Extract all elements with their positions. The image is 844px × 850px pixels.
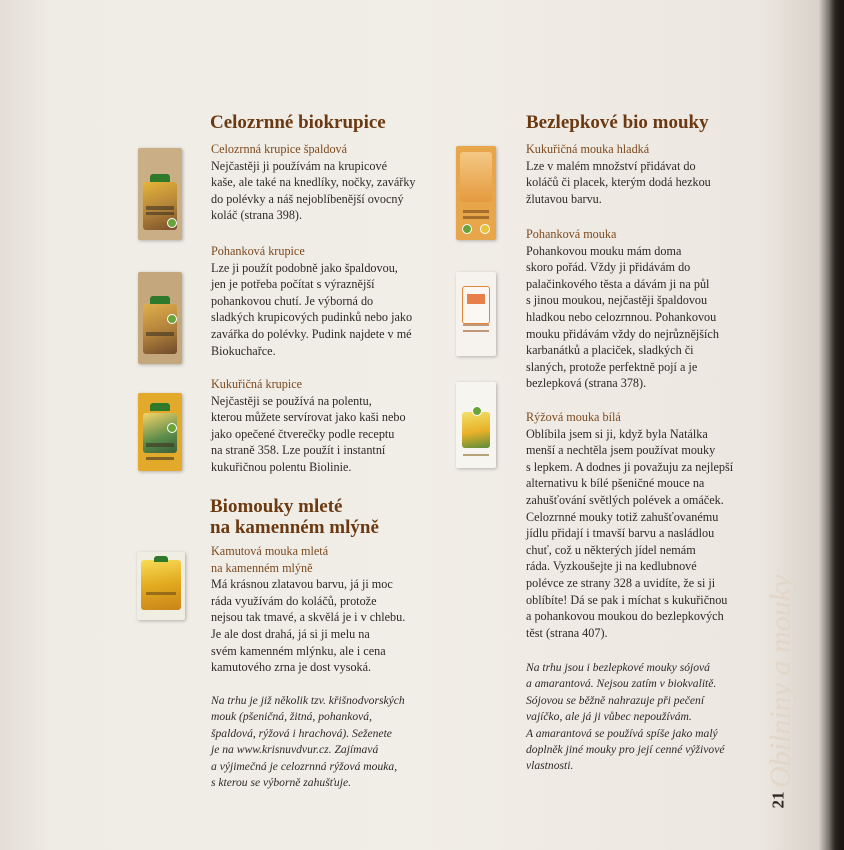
entry-line: jen je potřeba počítat s výraznější [211,277,375,292]
entry-title: Kukuřičná krupice [211,377,303,391]
entry-spelt-semolina [211,141,426,224]
entry-line: mouku přidávám vždy do nejrůznějších [526,326,719,341]
book-spine-shadow [830,0,844,850]
entry-line: kamutového zrna je dost vysoká. [211,660,372,675]
entry-line: Nejčastěji ji používám na krupicové [211,158,387,173]
package-corn-flour-image [456,146,496,240]
entry-line: sladkých krupicových pudinků nebo jako [211,310,413,325]
entry-line: Lze v malém množství přidávat do [526,158,696,173]
entry-line: kaše, ale také na knedlíky, nočky, zavářky [211,175,416,190]
entry-line: kterou můžete servírovat jako kaši nebo [211,410,406,425]
entry-line: na straně 358. Lze použít i instantní [211,443,386,458]
entry-line: oblíbíte! Dá se pak i míchat s kukuřičnou [526,592,728,607]
chapter-side-caption [750,574,810,790]
entry-line: zahušťování světlých polévek a omáček. [526,492,724,507]
note-line: a výjimečná je celozrnná rýžová mouka, [211,759,398,773]
entry-buckwheat-semolina [211,243,426,359]
page-number: 21 [768,791,788,809]
entry-corn-flour [526,141,741,207]
note-line: Na trhu je již několik tzv. křišnodvorských [211,694,405,707]
entry-kamut-flour [211,543,436,676]
entry-line: ráda. Vyzkoušejte ji na kedlubnové [526,559,697,574]
entry-buckwheat-flour [526,226,741,392]
entry-title: Pohanková krupice [211,244,305,258]
entry-line: pohankovou chutí. Je výborná do [211,293,374,308]
note-line: vlastnosti. [526,759,574,773]
entry-title: Pohanková mouka [526,227,617,241]
entry-line: menší a nechtěla jsem používat mouky [526,443,716,458]
entry-line: palačinkového těsta a dávám ji na půl [526,276,710,291]
entry-title: na kamenném mlýně [211,560,313,575]
entry-line: s lepkem. A dodnes ji považuju za nejlepší [526,459,734,474]
entry-line: a pohankovou moukou do bezlepkových [526,609,724,624]
entry-title: Rýžová mouka bílá [526,410,621,424]
entry-line: Biokuchařce. [211,343,276,358]
entry-title: Kukuřičná mouka hladká [526,142,650,156]
entry-line: slaných, protože perfektně pojí a je [526,359,698,374]
entry-line: nejsou tak tmavé, a skvělá je i v chlebu. [211,610,406,625]
note-line: je na www.krisnuvdvur.cz. Zajímavá [211,743,379,757]
entry-line: svém kamenném mlýnku, ale i cena [211,643,386,658]
entry-line: alternativu k bílé pšeničné mouce na [526,476,705,491]
entry-line: Nejčastěji se používá na polentu, [211,393,372,408]
section-title-stone-milled-line-1: Biomouky mleté [210,496,343,517]
entry-line: Celozrnné mouky totiž zahušťovanému [526,509,719,524]
package-kamut-flour-image [137,552,185,620]
entry-line: koláč (strana 398). [211,208,303,223]
entry-line: Pohankovou mouku mám doma [526,243,682,258]
package-buckwheat-semolina-image [138,272,182,364]
entry-rice-flour [526,409,766,641]
entry-title: Celozrnná krupice špaldová [211,142,348,156]
entry-line: skoro pořád. Vždy ji přidávám do [526,260,691,275]
entry-line: Má krásnou zlatavou barvu, já ji moc [211,577,393,592]
entry-line: Lze ji použít podobně jako špaldovou, [211,260,398,275]
note-line: Sójovou se běžně nahrazuje při pečení [526,693,705,707]
note-line: A amarantová se používá spíše jako malý [526,726,718,740]
note-soy-amaranth [526,660,751,775]
note-line: Na trhu jsou i bezlepkové mouky sójová [526,661,710,674]
entry-line: Oblíbila jsem si ji, když byla Natálka [526,426,708,441]
entry-line: s jinou moukou, nejčastěji špaldovou [526,293,708,308]
note-line: mouk (pšeničná, žitná, pohanková, [211,710,372,724]
chapter-caption-svg [750,574,810,790]
section-title-stone-milled-line-2: na kamenném mlýně [210,517,379,538]
entry-line: jídlu přidají i tmavší barvu a nasládlou [526,526,715,541]
note-line: a amarantová. Nejsou zatím v biokvalitě. [526,677,717,691]
section-title-gluten-free-flours: Bezlepkové bio mouky [526,112,709,133]
entry-line: polévce ze strany 328 a uvidíte, že si ji [526,575,716,590]
chapter-caption-text: Obilniny a mouky [764,574,797,788]
entry-corn-semolina [211,376,426,476]
entry-title: Kamutová mouka mletá [211,544,329,558]
entry-line: do polévky a náš nejoblíbenější ovocný [211,191,404,206]
entry-line: hladkou nebo celozrnnou. Pohankovou [526,309,717,324]
note-krisnuv-dvur [211,693,441,791]
entry-line: těst (strana 407). [526,625,608,640]
entry-line: zavářka do polévky. Pudink najdete v mé [211,326,412,341]
entry-line: Je ale dost drahá, já si ji melu na [211,626,370,641]
package-corn-semolina-image [138,393,182,471]
package-spelt-semolina-image [138,148,182,240]
entry-line: jako opečené čtverečky podle receptu [211,426,395,441]
note-line: vajíčko, ale já ji vůbec nepoužívám. [526,710,692,724]
entry-line: chuť, což u některých jídel nemám [526,542,696,557]
entry-line: ráda využívám do koláčů, protože [211,593,377,608]
package-rice-flour-image [456,382,496,468]
entry-line: žlutavou barvu. [526,191,602,206]
entry-line: koláčů či placek, kterým dodá hezkou [526,175,711,190]
package-buckwheat-flour-image [456,272,496,356]
entry-line: kukuřičnou polentu Biolinie. [211,459,352,474]
note-line: doplněk jiné mouky pro její cenné výživové [526,743,725,757]
note-line: špaldová, rýžová i hrachová). Seženete [211,726,392,740]
entry-line: bezlepková (strana 378). [526,376,647,391]
entry-line: karbanátků a placiček, sladkých či [526,343,694,358]
note-line: s kterou se výborně zahušťuje. [211,776,351,790]
section-title-biokrupice: Celozrnné biokrupice [210,112,386,133]
